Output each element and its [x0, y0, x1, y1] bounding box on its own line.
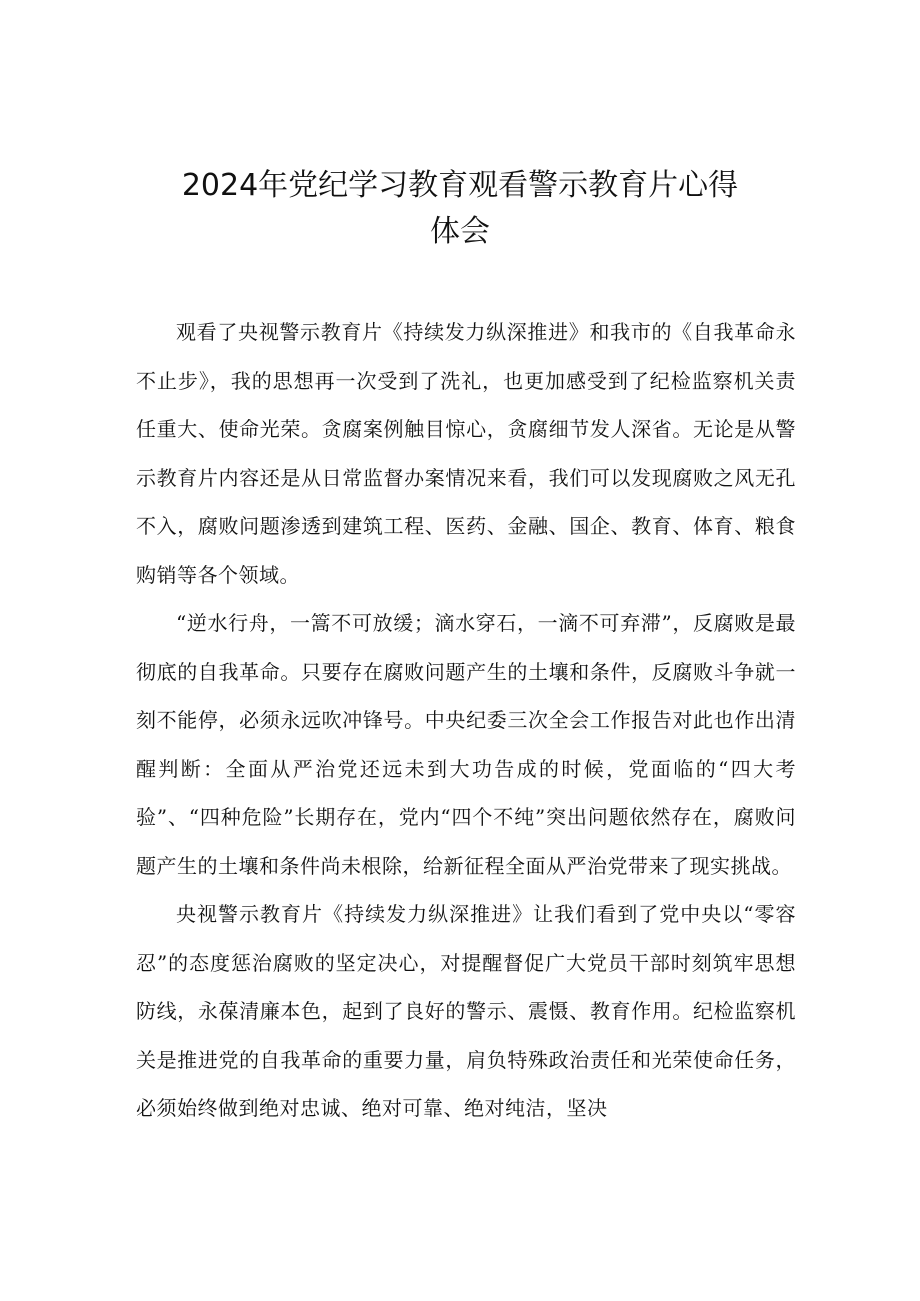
- paragraph-2: “逆水行舟，一篙不可放缓；滴水穿石，一滴不可弃滞”，反腐败是最彻底的自我革命。只要存在腐败问题产生的土壤和条件，反腐败斗争就一刻不能停，必须永远吹冲锋号。中央纪委三次全会工作报告对此也作出清醒判断：全面从严治党还远未到大功告成的时候，党面临的“四大考验”、“四种危险”长期存在，党内“四个不纯”突出问题依然存在，腐败问题产生的土壤和条件尚未根除，给新征程全面从严治党带来了现实挑战。: [136, 611, 796, 878]
- paragraph-1: 观看了央视警示教育片《持续发力纵深推进》和我市的《自我革命永不止步》，我的思想再一次受到了洗礼，也更加感受到了纪检监察机关责任重大、使命光荣。贪腐案例触目惊心，贪腐细节发人深省。无论是从警示教育片内容还是从日常监督办案情况来看，我们可以发现腐败之风无孔不入，腐败问题渗透到建筑工程、医药、金融、国企、教育、体育、粮食购销等各个领域。: [136, 320, 796, 587]
- document-title: [0, 163, 920, 255]
- document-body: [136, 308, 796, 1133]
- title-line-2: 体会: [430, 214, 490, 249]
- title-line-1: 2024年党纪学习教育观看警示教育片心得: [181, 168, 739, 203]
- paragraph-3: 央视警示教育片《持续发力纵深推进》让我们看到了党中央以“零容忍”的态度惩治腐败的坚定决心，对提醒督促广大党员干部时刻筑牢思想防线，永葆清廉本色，起到了良好的警示、震慑、教育作用。纪检监察机关是推进党的自我革命的重要力量，肩负特殊政治责任和光荣使命任务，必须始终做到绝对忠诚、绝对可靠、绝对纯洁，坚决: [136, 902, 796, 1120]
